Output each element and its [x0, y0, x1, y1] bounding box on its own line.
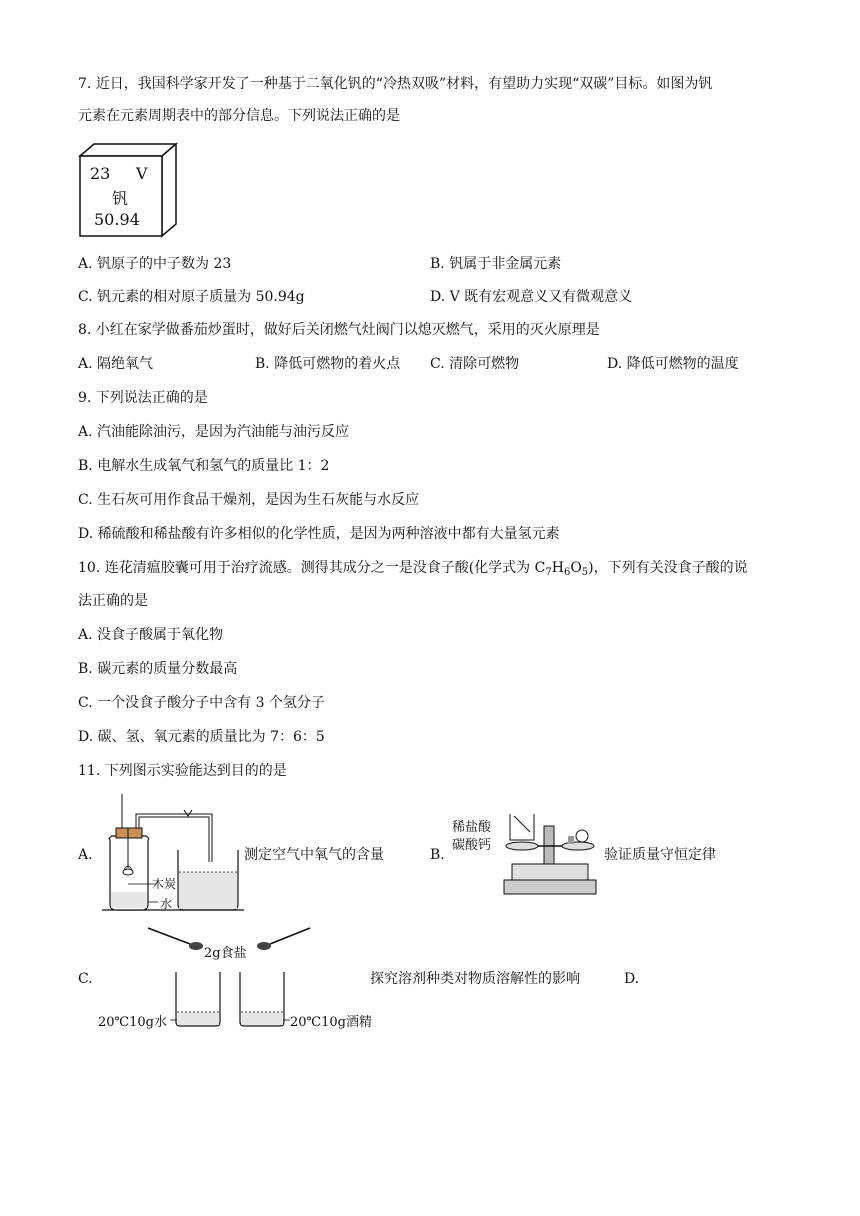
q8-option-b: B. 降低可燃物的着火点	[255, 356, 401, 372]
label-water-20c: 20℃10g水	[98, 1015, 167, 1030]
q8-option-d: D. 降低可燃物的温度	[607, 356, 739, 372]
q9-stem: 9. 下列说法正确的是	[78, 390, 208, 406]
oxygen-apparatus-diagram	[98, 792, 248, 918]
element-symbol: V	[136, 164, 148, 183]
q9-option-c: C. 生石灰可用作食品干燥剂，是因为生石灰能与水反应	[78, 492, 420, 508]
q9-option-b: B. 电解水生成氧气和氢气的质量比 1：2	[78, 458, 330, 474]
label-charcoal: 木炭	[152, 877, 177, 891]
label-hydrochloric-acid: 稀盐酸	[452, 820, 492, 835]
atomic-number: 23	[90, 164, 111, 183]
atomic-mass: 50.94	[94, 210, 140, 229]
q8-option-a: A. 隔绝氧气	[78, 356, 154, 372]
q9-option-d: D. 稀硫酸和稀盐酸有许多相似的化学性质，是因为两种溶液中都有大量氢元素	[78, 526, 560, 542]
q11-option-d-letter: D.	[624, 971, 640, 987]
q10-option-a: A. 没食子酸属于氧化物	[78, 627, 224, 643]
q7-option-c: C. 钒元素的相对原子质量为 50.94g	[78, 289, 305, 305]
q7-option-a: A. 钒原子的中子数为 23	[78, 256, 232, 272]
q9-option-a: A. 汽油能除油污，是因为汽油能与油污反应	[78, 424, 350, 440]
q8-option-c: C. 清除可燃物	[430, 356, 520, 372]
q11-stem: 11. 下列图示实验能达到目的的是	[78, 763, 287, 779]
label-calcium-carbonate: 碳酸钙	[452, 838, 492, 853]
q11-option-c-letter: C.	[78, 971, 93, 987]
balance-diagram	[498, 806, 602, 898]
label-alcohol-20c: 20℃10g酒精	[290, 1015, 372, 1030]
q10-stem-line2: 法正确的是	[78, 593, 148, 609]
q11-option-a-letter: A.	[78, 847, 93, 863]
label-salt: 2g食盐	[204, 946, 247, 961]
q10-option-b: B. 碳元素的质量分数最高	[78, 661, 238, 677]
q10-stem-line1: 10. 连花清瘟胶囊可用于治疗流感。测得其成分之一是没食子酸(化学式为 $C_7H_6O_5$)，下列有关没食子酸的说	[78, 560, 748, 578]
q11-option-b-caption: 验证质量守恒定律	[604, 847, 716, 863]
q11-option-a-caption: 测定空气中氧气的含量	[244, 847, 384, 863]
q7-option-b: B. 钒属于非金属元素	[430, 256, 562, 272]
q11-option-b-letter: B.	[430, 847, 445, 863]
q10-option-c: C. 一个没食子酸分子中含有 3 个氢分子	[78, 695, 325, 711]
label-water: 水	[160, 897, 173, 911]
vanadium-element-cell	[78, 142, 178, 242]
q10-option-d: D. 碳、氢、氧元素的质量比为 7：6：5	[78, 729, 325, 745]
q8-stem: 8. 小红在家学做番茄炒蛋时，做好后关闭燃气灶阀门以熄灭燃气，采用的灭火原理是	[78, 322, 600, 338]
q7-stem-line2: 元素在元素周期表中的部分信息。下列说法正确的是	[78, 108, 400, 124]
q7-stem-line1: 7. 近日，我国科学家开发了一种基于二氧化钒的“冷热双吸”材料，有望助力实现“双碳”目标。如图为钒	[78, 76, 713, 92]
q11-option-c-caption: 探究溶剂种类对物质溶解性的影响	[370, 971, 580, 987]
q7-option-d: D. V 既有宏观意义又有微观意义	[430, 289, 633, 305]
element-name: 钒	[112, 189, 129, 208]
